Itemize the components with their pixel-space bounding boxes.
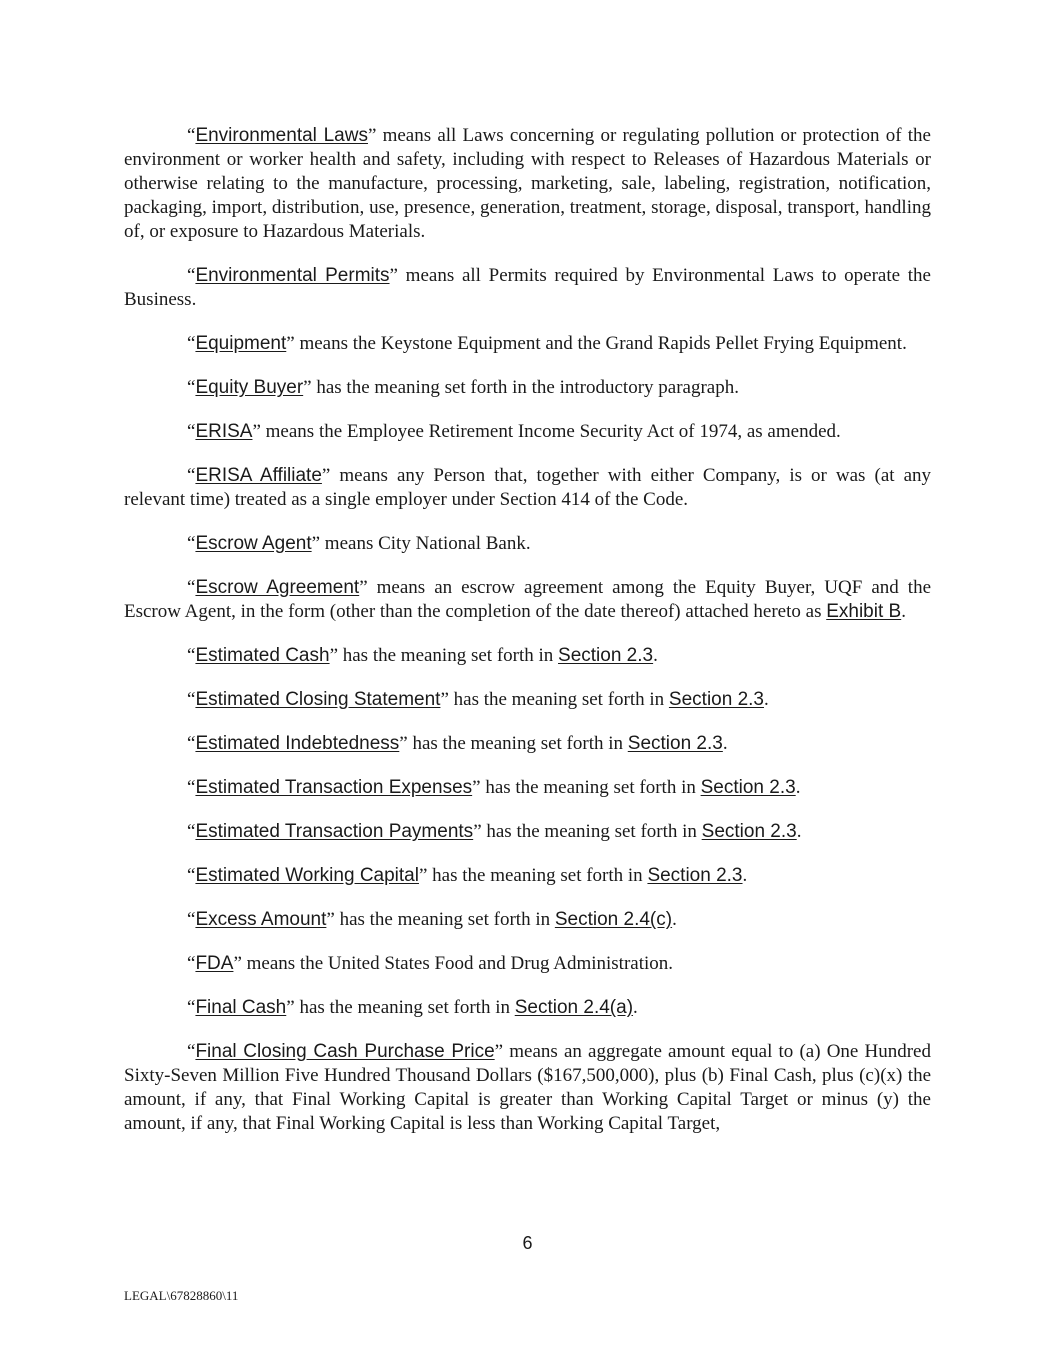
definition-paragraph: “ERISA” means the Employee Retirement Income Security Act of 1974, as amended. <box>187 421 841 442</box>
definition-paragraph: “Environmental Permits” means all Permits required by Environmental Laws to operate the Business. <box>124 265 931 310</box>
defined-term: Estimated Indebtedness <box>195 733 400 754</box>
defined-term: Estimated Working Capital <box>195 865 419 886</box>
definition-paragraph: “Final Cash” has the meaning set forth in Section 2.4(a). <box>187 997 638 1018</box>
defined-term: ERISA Affiliate <box>195 465 322 486</box>
definition-paragraph: “Escrow Agreement” means an escrow agreement among the Equity Buyer, UQF and the Escrow Agent, in the form (other than the completion of the date thereof) attached hereto as Exhibit B. <box>124 577 932 622</box>
definition-paragraph: “Environmental Laws” means all Laws concerning or regulating pollution or protection of the environment or worker health and safety, including with respect to Releases of Hazardous Materials or otherwise relating to the manufacture, processing, marketing, sale, labeling, registration, notification, packaging, import, distribution, use, presence, generation, treatment, storage, disposal, transport, handling of, or exposure to Hazardous Materials. <box>124 125 931 242</box>
definition-text: means the Keystone Equipment and the Grand Rapids Pellet Frying Equipment. <box>294 333 907 354</box>
defined-term: FDA <box>195 953 234 974</box>
defined-term: Environmental Laws <box>195 125 368 146</box>
definition-text: means the Employee Retirement Income Security Act of 1974, as amended. <box>260 421 841 442</box>
definition-paragraph: “ERISA Affiliate” means any Person that, together with either Company, is or was (at any relevant time) treated as a single employer under Section 414 of the Code. <box>124 465 932 510</box>
definition-text-end: . <box>742 865 748 886</box>
definition-paragraph: “Estimated Indebtedness” has the meaning set forth in Section 2.3. <box>187 733 728 754</box>
definition-paragraph: “Excess Amount” has the meaning set forth in Section 2.4(c). <box>187 909 677 930</box>
defined-term: Equipment <box>195 333 287 354</box>
defined-term: Estimated Closing Statement <box>195 689 441 710</box>
cross-reference-link[interactable]: Section 2.3 <box>701 821 797 842</box>
definition-paragraph: “Estimated Cash” has the meaning set forth in Section 2.3. <box>187 645 658 666</box>
cross-reference-link[interactable]: Section 2.3 <box>668 689 764 710</box>
definition-text: has the meaning set forth in <box>448 689 669 710</box>
document-id-footer: LEGAL\67828860\11 <box>124 1288 239 1303</box>
defined-term: Final Closing Cash Purchase Price <box>195 1041 495 1062</box>
definition-text: has the meaning set forth in <box>480 777 701 798</box>
definition-text-end: . <box>901 601 906 622</box>
defined-term: Estimated Cash <box>195 645 330 666</box>
definition-text: has the meaning set forth in <box>338 645 559 666</box>
definition-text: has the meaning set forth in <box>407 733 628 754</box>
defined-term: Environmental Permits <box>195 265 390 286</box>
cross-reference-link[interactable]: Section 2.3 <box>558 645 654 666</box>
definition-paragraph: “Equipment” means the Keystone Equipment and the Grand Rapids Pellet Frying Equipment. <box>187 333 907 354</box>
cross-reference-link[interactable]: Exhibit B <box>826 601 902 622</box>
definition-paragraph: “Estimated Transaction Payments” has the meaning set forth in Section 2.3. <box>187 821 802 842</box>
defined-term: Escrow Agreement <box>195 577 360 598</box>
definition-text-end: . <box>672 909 677 930</box>
defined-term: Excess Amount <box>195 909 327 930</box>
definition-text-end: . <box>653 645 658 666</box>
defined-term: Final Cash <box>195 997 287 1018</box>
definition-text-end: . <box>764 689 769 710</box>
defined-term: Estimated Transaction Payments <box>195 821 474 842</box>
definition-text: means all Laws concerning or regulating pollution or protection of the environment or worker health and safety, including with respect to Releases of Hazardous Materials or otherwise relating to the manufacture, processing, marketing, sale, labeling, registration, notification, packaging, import, distribution, use, presence, generation, treatment, storage, disposal, transport, handling of, or exposure to Hazardous Materials. <box>124 125 931 242</box>
definition-text: has the meaning set forth in <box>334 909 555 930</box>
cross-reference-link[interactable]: Section 2.3 <box>700 777 796 798</box>
cross-reference-link[interactable]: Section 2.3 <box>647 865 743 886</box>
definition-text-end: . <box>796 821 802 842</box>
definition-text: means all Permits required by Environmental Laws to operate the Business. <box>124 265 931 310</box>
definition-paragraph: “FDA” means the United States Food and Drug Administration. <box>187 953 674 974</box>
definition-text-end: . <box>795 777 801 798</box>
definition-text: has the meaning set forth in <box>481 821 702 842</box>
defined-term: Estimated Transaction Expenses <box>195 777 473 798</box>
definition-text-end: . <box>633 997 638 1018</box>
definition-text: means an escrow agreement among the Equity Buyer, UQF and the Escrow Agent, in the form (other than the completion of the date thereof) attached hereto as <box>124 577 932 622</box>
cross-reference-link[interactable]: Section 2.4(c) <box>554 909 673 930</box>
cross-reference-link[interactable]: Section 2.4(a) <box>514 997 634 1018</box>
definition-paragraph: “Estimated Transaction Expenses” has the meaning set forth in Section 2.3. <box>187 777 801 798</box>
definition-text: means any Person that, together with either Company, is or was (at any relevant time) treated as a single employer under Section 414 of the Code. <box>124 465 932 510</box>
definition-paragraph: “Final Closing Cash Purchase Price” means an aggregate amount equal to (a) One Hundred Sixty-Seven Million Five Hundred Thousand Dollars ($167,500,000), plus (b) Final Cash, plus (c)(x) the amount, if any, that Final Working Capital is greater than Working Capital Target or minus (y) the amount, if any, that Final Working Capital is less than Working Capital Target, <box>124 1041 931 1134</box>
defined-term: ERISA <box>195 421 253 442</box>
definition-text: means an aggregate amount equal to (a) One Hundred Sixty-Seven Million Five Hundred Thousand Dollars ($167,500,000), plus (b) Final Cash, plus (c)(x) the amount, if any, that Final Working Capital is greater than Working Capital Target or minus (y) the amount, if any, that Final Working Capital is less than Working Capital Target, <box>124 1041 931 1134</box>
page-number: 6 <box>522 1233 533 1253</box>
definition-text: has the meaning set forth in the introductory paragraph. <box>311 377 739 398</box>
defined-term: Equity Buyer <box>195 377 304 398</box>
cross-reference-link[interactable]: Section 2.3 <box>627 733 723 754</box>
defined-term: Escrow Agent <box>195 533 312 554</box>
definition-paragraph: “Escrow Agent” means City National Bank. <box>187 533 531 554</box>
definition-paragraph: “Equity Buyer” has the meaning set forth in the introductory paragraph. <box>187 377 739 398</box>
definition-text: has the meaning set forth in <box>427 865 648 886</box>
definition-paragraph: “Estimated Closing Statement” has the meaning set forth in Section 2.3. <box>187 689 769 710</box>
definition-paragraph: “Estimated Working Capital” has the meaning set forth in Section 2.3. <box>187 865 748 886</box>
definition-text: means City National Bank. <box>320 533 531 554</box>
definition-text-end: . <box>722 733 728 754</box>
document-body <box>124 124 931 1156</box>
definition-text: means the United States Food and Drug Administration. <box>241 953 674 974</box>
definition-text: has the meaning set forth in <box>294 997 515 1018</box>
